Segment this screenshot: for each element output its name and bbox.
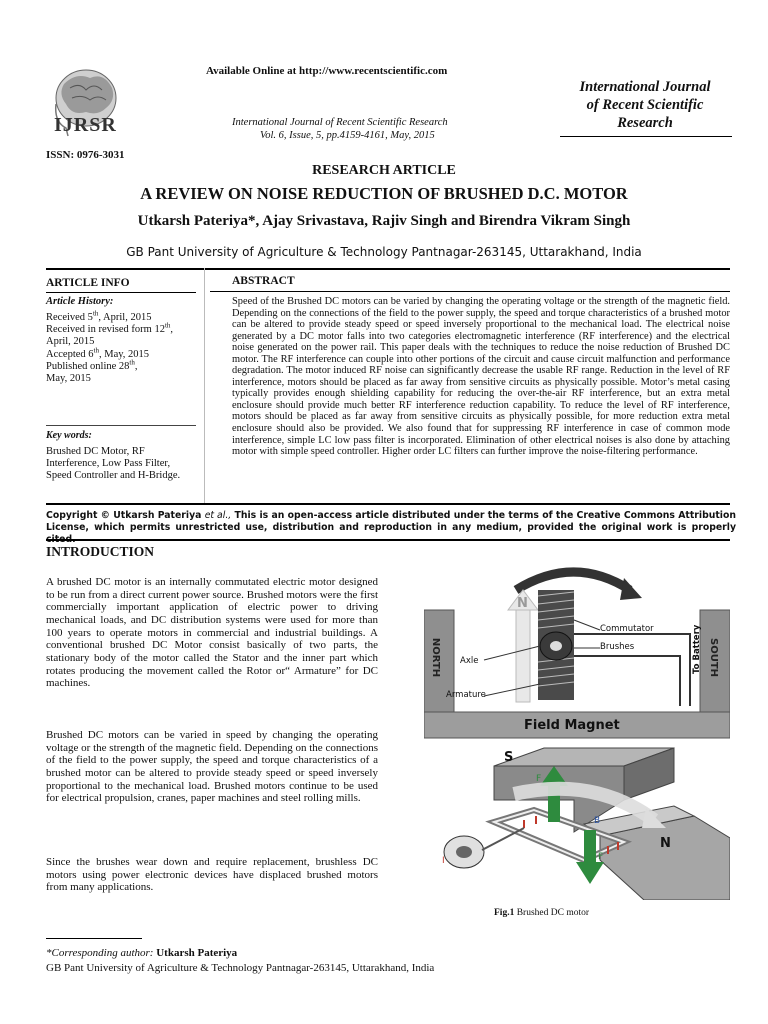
label-s-pole: S <box>504 750 514 765</box>
abstract-heading: ABSTRACT <box>232 275 295 287</box>
journal-title-line-2: of Recent Scientific <box>586 97 704 113</box>
keywords-text: Brushed DC Motor, RF Interference, Low Pass Filter, Speed Controller and H-Bridge. <box>46 446 181 482</box>
keywords-label: Key words: <box>46 430 92 441</box>
abstract-heading-rule <box>210 291 730 292</box>
copyright-notice: Copyright © Utkarsh Pateriya et al., This is an open-access article distributed under the terms of the Creative Commons Attribution License, which permits unrestricted use, distribution and reproduction in any medium, provided the original work is properly <box>46 510 736 533</box>
label-armature: Armature <box>446 690 486 700</box>
figure-brushed-dc-motor <box>424 560 730 918</box>
label-current-i: I <box>442 856 445 866</box>
logo-text: IJRSR <box>54 114 117 136</box>
article-authors: Utkarsh Pateriya*, Ajay Srivastava, Rajiv Singh and Birendra Vikram Singh <box>137 213 631 229</box>
header-rule-right <box>560 136 732 137</box>
received-date: Received 5th, April, 2015 <box>46 309 152 323</box>
revised-date: Received in revised form 12th, <box>46 321 174 336</box>
label-field-magnet: Field Magnet <box>524 718 620 733</box>
info-heading-rule <box>46 292 196 293</box>
figure-caption: Fig.1 Brushed DC motor <box>494 908 590 918</box>
corresponding-author: *Corresponding author: Utkarsh Pateriya <box>46 947 238 959</box>
intro-paragraph-3: Since the brushes wear down and require replacement, brushless DC motors using power electronic devices have displaced brushed motors from many applications. <box>46 856 378 894</box>
accepted-date: Accepted 6th, May, 2015 <box>46 346 150 360</box>
journal-title-line-3: Research <box>617 115 673 131</box>
published-date: Published online 28th, <box>46 358 138 372</box>
intro-paragraph-1: A brushed DC motor is an internally commutated electric motor designed to be run from a direct current power source. Brushed motors were the first commercially important application of electric power to driving mechanical loads, and DC distribution systems were used for more than 100 years to operate motors in commercial and industrial buildings. A conventional brushed DC Motor consist basically of two parts, the stationary body of the motor called the Stator and the inner part which rotates producing the movement called the Rotor or“ Armature” for DC machines. <box>46 576 378 690</box>
journal-name: International Journal of Recent Scientific Research <box>232 117 448 128</box>
journal-volume: Vol. 6, Issue, 5, pp.4159-4161, May, 2015 <box>260 130 435 141</box>
label-field-b: B <box>594 816 601 826</box>
issn: ISSN: 0976-3031 <box>46 149 125 161</box>
label-to-battery: To Battery <box>692 624 702 674</box>
label-axle: Axle <box>460 656 479 666</box>
article-history-label: Article History: <box>46 296 114 307</box>
journal-title-box <box>560 78 730 132</box>
author-address: GB Pant University of Agriculture & Technology Pantnagar-263145, Uttarakhand, India <box>46 962 435 974</box>
article-info-heading: ARTICLE INFO <box>46 277 130 289</box>
available-online: Available Online at http://www.recentscientific.com <box>206 65 448 77</box>
keywords-rule <box>46 425 196 426</box>
abstract-text: Speed of the Brushed DC motors can be varied by changing the operating voltage or the strength of the magnetic field. Depending on the connections of the field to the power supply, the speed and torque characteristics of a brushed motor can be altered to provide steady speed or speed inversely proportional to the mechanical load. The electrical noise generated by a DC motor falls into two categories electromagnetic interference (RF interference) and the electrical noise generated on the power rail. This paper deals with the techniques to reduce the noise reduction of Brushed DC motor. The RF interference can couple into other portions of the circuit and cause circuit malfunction and performance degradation. The motor induced RF noise can significantly decrease the usable RF range. Reduction in the level of RF interference, motors should be placed as far away from sensitive circuits as physically possible. Motor’s metal casing typically provides enough shielding capability for reducing the over-the-air RF interference, but an extra metal enclosure should provide much better RF interference reduction capability. To reduce the level of RF interference, motors should be placed as far away from sensitive circuits as physically possible, for more reduction extra metal enclosure should also be provided. We also found that for suppressing RF interference in case of common mode interference, simple LC low pass filter is incorporated. Elimination of other electrical noises is also done by attaching motor with simple speed controller. Higher order LC filters can further improve the noise-filtering performance. <box>232 296 730 458</box>
label-south: SOUTH <box>708 637 720 678</box>
published-date-line-2: May, 2015 <box>46 373 91 385</box>
label-force-down: F <box>598 852 604 862</box>
revised-date-line-2: April, 2015 <box>46 336 95 348</box>
label-commutator: Commutator <box>600 624 654 634</box>
article-type: RESEARCH ARTICLE <box>312 163 456 178</box>
abstract-bottom-rule <box>46 503 730 505</box>
copyright-rule <box>46 539 730 541</box>
field-magnet-diagram <box>424 572 730 738</box>
label-n-pole: N <box>660 836 671 851</box>
intro-paragraph-2: Brushed DC motors can be varied in speed by changing the operating voltage or the strength of the magnetic field. Depending on the connections of the field to the power supply, the speed and torque characteristics of a brushed motor can be altered to provide steady speed or speed inversely proportional to the mechanical load. Brushed motors continue to be used for electrical propulsion, cranes, paper machines and steel rolling mills. <box>46 729 378 805</box>
article-history <box>46 309 198 385</box>
label-force-up: F <box>536 774 542 784</box>
info-divider <box>204 268 205 504</box>
info-top-rule <box>46 268 730 270</box>
article-title: A REVIEW ON NOISE REDUCTION OF BRUSHED D.C. MOTOR <box>140 184 628 203</box>
journal-logo <box>24 64 144 146</box>
three-d-motor-diagram <box>444 748 730 900</box>
article-affiliation: GB Pant University of Agriculture & Technology Pantnagar-263145, Uttarakhand, India <box>126 245 642 259</box>
footnote-rule <box>46 938 142 939</box>
label-brushes: Brushes <box>600 642 635 652</box>
introduction-heading: INTRODUCTION <box>46 544 155 559</box>
journal-title-line-1: International Journal <box>579 79 711 95</box>
label-n-arrow: N <box>517 596 528 611</box>
label-north: NORTH <box>430 637 442 678</box>
